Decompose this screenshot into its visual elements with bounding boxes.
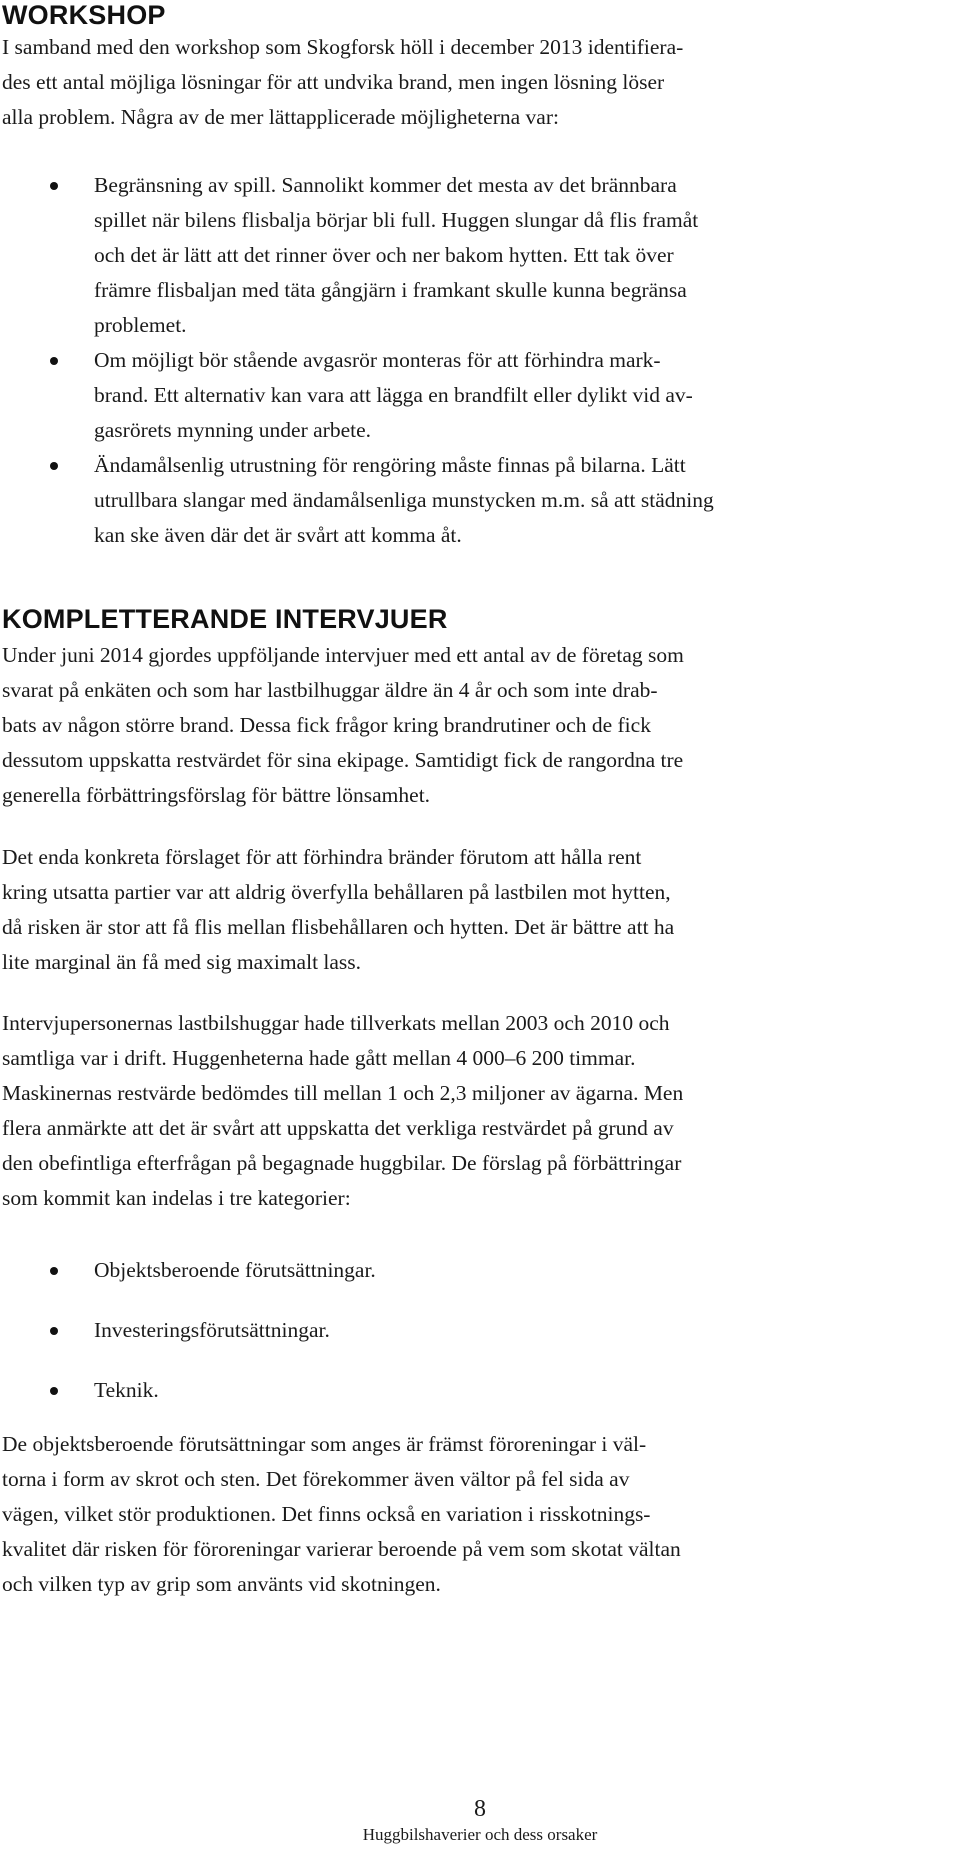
text-line: alla problem. Några av de mer lättapplicerade möjligheterna var: — [2, 105, 559, 129]
bullet-item-cleaning — [0, 448, 960, 553]
text-line: Om möjligt bör stående avgasrör monteras för att förhindra mark- — [94, 348, 661, 372]
text-line: lite marginal än få med sig maximalt lass. — [2, 950, 362, 974]
text-line: Begränsning av spill. Sannolikt kommer det mesta av det brännbara — [94, 173, 677, 197]
page-number: 8 — [474, 1796, 486, 1822]
text-line: Intervjupersonernas lastbilshuggar hade tillverkats mellan 2003 och 2010 och — [2, 1011, 670, 1035]
text-line: torna i form av skrot och sten. Det förekommer även vältor på fel sida av — [2, 1467, 630, 1491]
text-line: den obefintliga efterfrågan på begagnade huggbilar. De förslag på förbättringar — [2, 1151, 682, 1175]
interviews-paragraph-4 — [2, 1427, 957, 1602]
category-item — [0, 1313, 960, 1348]
text-line: dessutom uppskatta restvärdet för sina ekipage. Samtidigt fick de rangordna tre — [2, 748, 684, 772]
text-line: generella förbättringsförslag för bättre lönsamhet. — [2, 783, 431, 807]
text-line: Ändamålsenlig utrustning för rengöring måste finnas på bilarna. Lätt — [94, 453, 686, 477]
bullet-dot-icon — [50, 182, 58, 190]
bullet-dot-icon — [50, 1387, 58, 1395]
text-line: kvalitet där risken för föroreningar varierar beroende på vem som skotat vältan — [2, 1537, 681, 1561]
bullet-dot-icon — [50, 1267, 58, 1275]
text-line: Maskinernas restvärde bedömdes till mellan 1 och 2,3 miljoner av ägarna. Men — [2, 1081, 684, 1105]
text-line: samtliga var i drift. Huggenheterna hade gått mellan 4 000–6 200 timmar. — [2, 1046, 636, 1070]
text-line: bats av någon större brand. Dessa fick frågor kring brandrutiner och de fick — [2, 713, 651, 737]
interviews-paragraph-3 — [2, 1006, 957, 1216]
text-line: utrullbara slangar med ändamålsenliga munstycken m.m. så att städning — [94, 488, 714, 512]
interviews-paragraph-2 — [2, 840, 957, 980]
bullet-dot-icon — [50, 357, 58, 365]
section-heading-workshop: WORKSHOP — [2, 0, 166, 30]
text-line: främre flisbaljan med täta gångjärn i framkant skulle kunna begränsa — [94, 278, 687, 302]
bullet-item-spill — [0, 168, 960, 343]
text-line: spillet när bilens flisbalja börjar bli full. Huggen slungar då flis framåt — [94, 208, 699, 232]
footer-title: Huggbilshaverier och dess orsaker — [362, 1825, 598, 1844]
workshop-bullet-list — [0, 168, 960, 553]
category-item — [0, 1253, 960, 1288]
category-label: Investeringsförutsättningar. — [94, 1318, 330, 1342]
text-line: gasrörets mynning under arbete. — [94, 418, 372, 442]
text-line: som kommit kan indelas i tre kategorier: — [2, 1186, 351, 1210]
text-line: I samband med den workshop som Skogforsk höll i december 2013 identifiera- — [2, 35, 684, 59]
categories-bullet-list — [0, 1253, 960, 1408]
text-line: och vilken typ av grip som använts vid skotningen. — [2, 1572, 441, 1596]
category-label: Objektsberoende förutsättningar. — [94, 1258, 376, 1282]
bullet-dot-icon — [50, 462, 58, 470]
section-heading-interviews: KOMPLETTERANDE INTERVJUER — [2, 604, 448, 634]
bullet-dot-icon — [50, 1327, 58, 1335]
text-line: kring utsatta partier var att aldrig överfylla behållaren på lastbilen mot hytten, — [2, 880, 671, 904]
interviews-paragraph-1 — [2, 638, 957, 813]
category-label: Teknik. — [94, 1378, 159, 1402]
text-line: Under juni 2014 gjordes uppföljande intervjuer med ett antal av de företag som — [2, 643, 684, 667]
text-line: des ett antal möjliga lösningar för att undvika brand, men ingen lösning löser — [2, 70, 665, 94]
text-line: brand. Ett alternativ kan vara att lägga en brandfilt eller dylikt vid av- — [94, 383, 693, 407]
text-line: svarat på enkäten och som har lastbilhuggar äldre än 4 år och som inte drab- — [2, 678, 658, 702]
text-line: problemet. — [94, 313, 187, 337]
category-item — [0, 1373, 960, 1408]
workshop-intro-paragraph — [2, 30, 957, 135]
text-line: då risken är stor att få flis mellan flisbehållaren och hytten. Det är bättre att ha — [2, 915, 675, 939]
text-line: och det är lätt att det rinner över och ner bakom hytten. Ett tak över — [94, 243, 674, 267]
bullet-item-exhaust — [0, 343, 960, 448]
text-line: vägen, vilket stör produktionen. Det finns också en variation i risskotnings- — [2, 1502, 651, 1526]
text-line: De objektsberoende förutsättningar som anges är främst föroreningar i väl- — [2, 1432, 647, 1456]
text-line: Det enda konkreta förslaget för att förhindra bränder förutom att hålla rent — [2, 845, 642, 869]
text-line: flera anmärkte att det är svårt att uppskatta det verkliga restvärdet på grund av — [2, 1116, 674, 1140]
text-line: kan ske även där det är svårt att komma åt. — [94, 523, 462, 547]
